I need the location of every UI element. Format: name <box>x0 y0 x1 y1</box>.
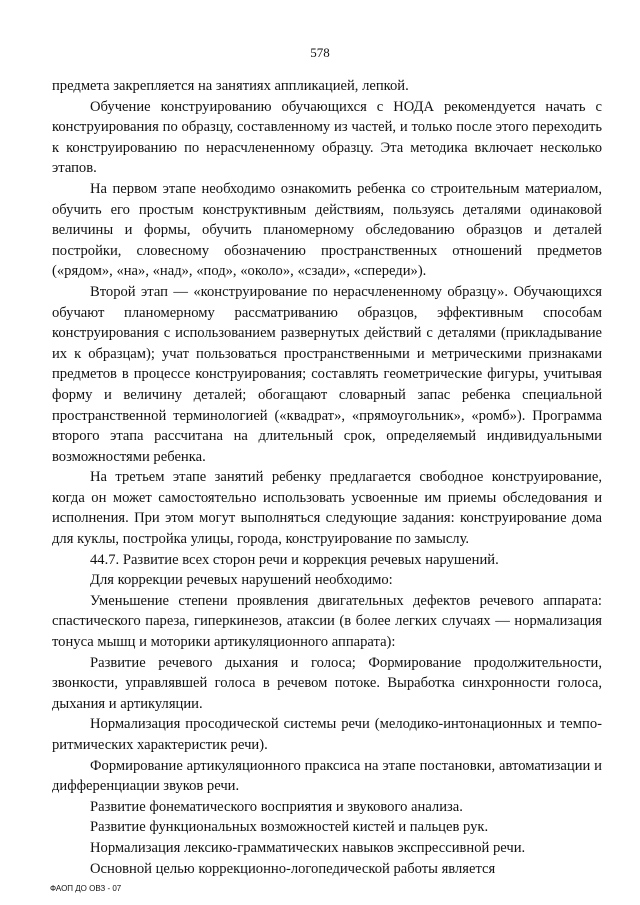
paragraph-stage-one: На первом этапе необходимо ознакомить ребенка со строительным материалом, обучить его простым конструктивным действиям, пользуясь деталями одинаковой величины и формы, обучить планомерному обследованию образцов и деталей постройки, словесному обозначению пространственных отношений предметов («рядом», «на», «над», «под», «около», «сзади», «спереди»). <box>52 180 602 280</box>
paragraph-hand-functions: Развитие функциональных возможностей кистей и пальцев рук. <box>90 819 489 836</box>
paragraph-lexico-grammar: Нормализация лексико-грамматических навыков экспрессивной речи. <box>90 839 526 856</box>
paragraph-correction-needs: Для коррекции речевых нарушений необходимо: <box>90 572 393 589</box>
page-number: 578 <box>310 45 330 60</box>
paragraph-continuation: предмета закрепляется на занятиях аппликацией, лепкой. <box>52 78 409 94</box>
paragraph-stage-two: Второй этап — «конструирование по нерасчлененному образцу». Обучающихся обучают планомерному рассматриванию образцов, эффективным способам конструирования с использованием развернутых действий с деталями (прикладывание их к образцам); учат пользоваться пространственными и метрическими признаками предметов в процессе конструирования; составлять геометрические фигуры, учитывая форму и величину деталей; обогащают словарный запас ребенка специальной пространственной терминологией («квадрат», «прямоугольник», «ромб»). Программа второго этапа рассчитана на длительный срок, определяемый индивидуальными возможностями ребенка. <box>52 283 602 465</box>
paragraph-main-goal: Основной целью коррекционно-логопедической работы является <box>90 860 496 877</box>
paragraph-prosody: Нормализация просодической системы речи (мелодико-интонационных и темпо-ритмических характеристик речи). <box>52 716 602 753</box>
paragraph-breathing-voice: Развитие речевого дыхания и голоса; Формирование продолжительности, звонкости, управлявшей голоса в речевом потоке. Выработка синхронности голоса, дыхания и артикуляции. <box>52 654 602 712</box>
section-heading-44-7: 44.7. Развитие всех сторон речи и коррекция речевых нарушений. <box>90 551 499 568</box>
paragraph-stage-three: На третьем этапе занятий ребенку предлагается свободное конструирование, когда он может самостоятельно использовать усвоенные им приемы обследования и исполнения. При этом могут выполняться следующие задания: конструирование дома для куклы, постройка улицы, города, конструирование по замыслу. <box>52 469 602 548</box>
paragraph-construction-intro: Обучение конструированию обучающихся с НОДА рекомендуется начать с конструирования по образцу, составленному из частей, и только после этого переходить к конструированию по нерасчлененному образцу. Эта методика включает несколько этапов. <box>52 98 602 177</box>
paragraph-motor-defects: Уменьшение степени проявления двигательных дефектов речевого аппарата: спастического пареза, гиперкинезов, атаксии (в более легких случаях — нормализация тонуса мышц и моторики артикуляционного аппарата): <box>52 592 602 651</box>
paragraph-phonemic-perception: Развитие фонематического восприятия и звукового анализа. <box>90 798 463 815</box>
document-footer: ФАОП ДО ОВЗ - 07 <box>50 884 122 893</box>
paragraph-articulation-praxis: Формирование артикуляционного праксиса на этапе постановки, автоматизации и дифференциации звуков речи. <box>52 757 602 795</box>
text-body <box>52 76 602 879</box>
